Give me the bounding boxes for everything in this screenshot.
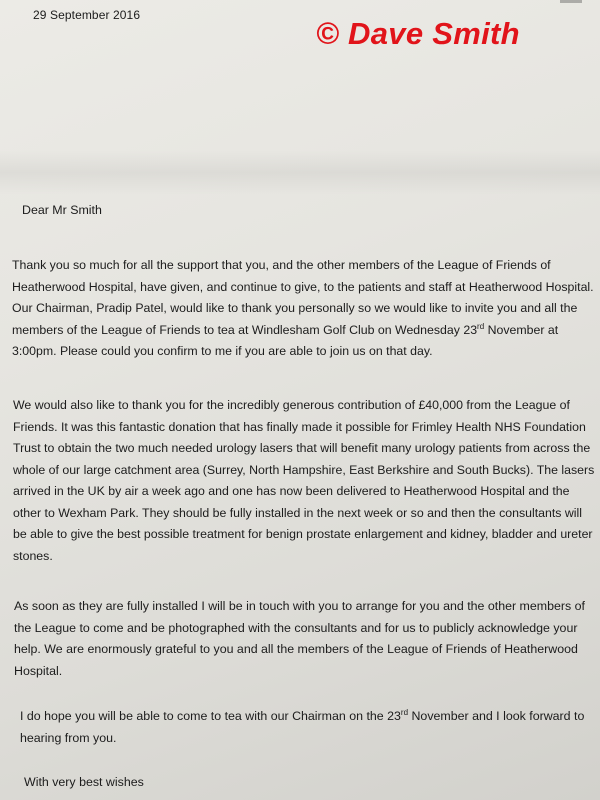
text-line: help. We are enormously grateful to you and all the members of the League of Friends of Heatherwood (14, 642, 578, 656)
paragraph-photograph (14, 596, 585, 682)
salutation-line: Dear Mr Smith (22, 203, 102, 217)
letter-date: 29 September 2016 (33, 8, 141, 22)
text-line: stones. (13, 548, 53, 563)
text-line: the League to come and be photographed with the consultants and for us to publicly acknowledge your (14, 620, 578, 635)
text-line: Hospital. (14, 663, 63, 678)
text-line: Our Chairman, Pradip Patel, would like to thank you personally so we would like to invite you and all the (12, 301, 578, 315)
text-line: hearing from you. (20, 730, 117, 745)
text-line: Friends. It was this fantastic donation that has finally made it possible for Frimley Health NHS Foundation (13, 419, 586, 434)
closing (24, 772, 144, 794)
text-fragment: November and I look forward to (408, 709, 585, 723)
text-line (12, 320, 594, 342)
closing-line: With very best wishes (24, 775, 144, 789)
letterhead-edge-mark (560, 0, 582, 3)
text-line: whole of our large catchment area (Surrey, North Hampshire, East Berkshire and South Bucks). The lasers (13, 462, 595, 477)
salutation (22, 200, 102, 222)
paper-fold-shadow (0, 150, 600, 195)
text-line: 3:00pm. Please could you confirm to me if you are able to join us on that day. (12, 344, 433, 358)
ordinal-suffix: rd (477, 321, 485, 331)
text-fragment: I do hope you will be able to come to tea with our Chairman on the 23 (20, 709, 401, 723)
text-line: We would also like to thank you for the incredibly generous contribution of £40,000 from the League of (13, 398, 570, 412)
text-line (20, 706, 584, 728)
paragraph-donation (13, 395, 594, 567)
text-fragment: November at (484, 322, 559, 337)
text-line: be able to give the best possible treatment for benign prostate enlargement and kidney, bladder and ureter (13, 527, 593, 541)
text-line: Thank you so much for all the support that you, and the other members of the League of Friends of (12, 258, 551, 272)
text-line: Trust to obtain the two much needed urology lasers that will benefit many urology patients from across the (13, 441, 591, 455)
text-fragment: members of the League of Friends to tea at Windlesham Golf Club on Wednesday 23 (12, 322, 478, 337)
paragraph-invitation (12, 255, 594, 363)
text-line: arrived in the UK by air a week ago and one has now been delivered to Heatherwood Hospital and the (13, 484, 570, 498)
paragraph-closing-remark (20, 706, 584, 749)
ordinal-suffix: rd (400, 707, 409, 717)
text-line: As soon as they are fully installed I will be in touch with you to arrange for you and the other members of (14, 599, 585, 613)
copyright-watermark: © Dave Smith (316, 16, 520, 51)
text-line: Heatherwood Hospital, have given, and continue to give, to the patients and staff at Heatherwood Hospital. (12, 279, 594, 294)
text-line: other to Wexham Park. They should be fully installed in the next week or so and then the consultants will (13, 505, 582, 520)
